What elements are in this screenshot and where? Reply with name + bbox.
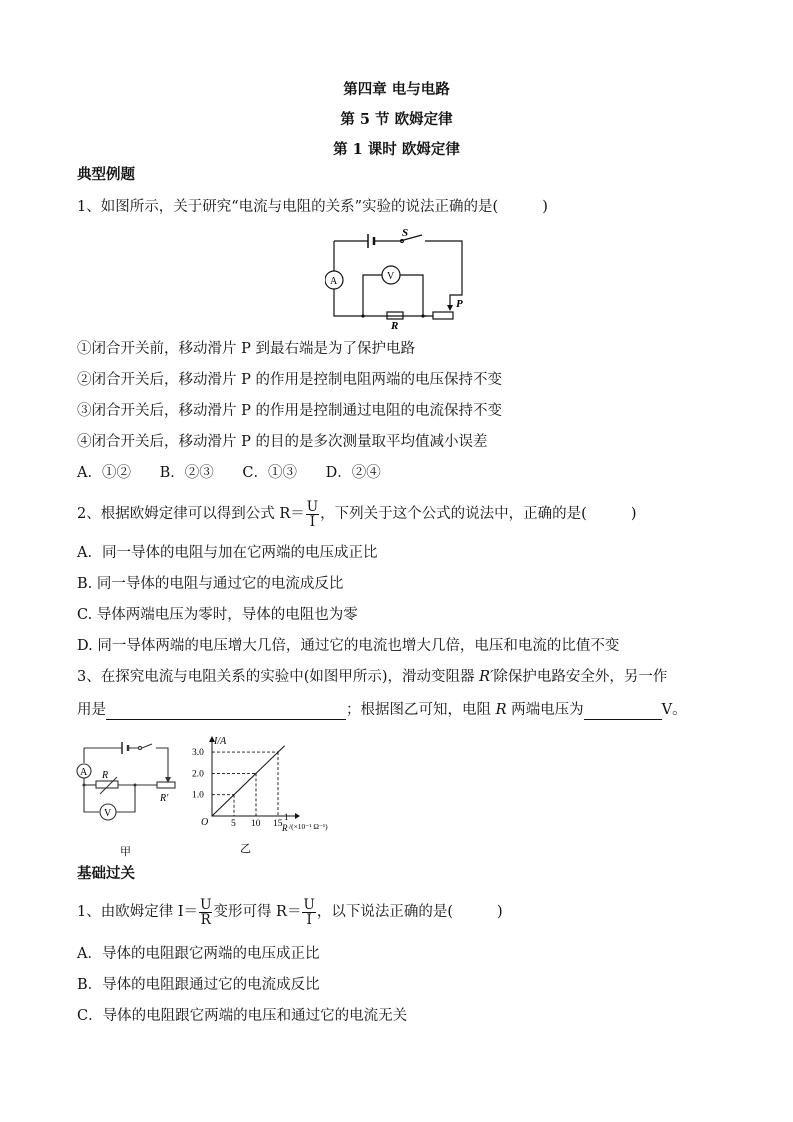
lesson-title: 第 1 课时 欧姆定律 <box>333 141 460 158</box>
x-tick-label: 5 <box>231 819 236 829</box>
data-point <box>277 752 278 753</box>
question-text: 1、由欧姆定律 I＝ <box>77 904 199 920</box>
x-axis-unit: /(×10⁻¹ Ω⁻¹) <box>289 822 328 831</box>
label-voltmeter: V <box>104 808 112 819</box>
x-axis-arrow <box>295 813 300 819</box>
option-a[interactable]: A．①② <box>77 465 131 481</box>
question-text-2: 变形可得 R＝ <box>213 904 302 920</box>
basic-question-1-stem <box>77 895 503 929</box>
fraction-u-over-r <box>199 898 212 927</box>
question-2-stem <box>77 497 636 531</box>
question-1-stem <box>77 197 548 217</box>
x-tick-label: 10 <box>251 819 261 829</box>
unit-text: V。 <box>661 702 687 718</box>
origin-label: O <box>201 817 209 828</box>
close-paren: ) <box>630 506 637 522</box>
q1-options <box>77 463 381 483</box>
answer-blank-2[interactable] <box>584 703 662 720</box>
label-switch: S <box>402 227 409 239</box>
question-text: 1、如图所示，关于研究“电流与电阻的关系”实验的说法正确的是( <box>77 199 499 215</box>
var-r-prime: R′ <box>479 669 494 685</box>
q2-option-a[interactable]: A．同一导体的电阻与加在它两端的电压成正比 <box>77 545 378 561</box>
caption-yi: 乙 <box>240 843 251 855</box>
chapter-title: 第四章 电与电路 <box>343 81 450 98</box>
y-tick-label: 3.0 <box>192 748 204 759</box>
section-heading-typical: 典型例题 <box>77 166 135 183</box>
denominator: I <box>309 513 316 530</box>
denominator: I <box>306 911 312 928</box>
section-title: 第 5 节 欧姆定律 <box>340 111 453 128</box>
label-ammeter: A <box>330 276 338 287</box>
basic-option-c[interactable]: C．导体的电阻跟它两端的电压和通过它的电流无关 <box>77 1008 408 1024</box>
option-c[interactable]: C．①③ <box>242 465 297 481</box>
chart-figure-yi <box>190 728 350 858</box>
statement-4: ④闭合开关后，移动滑片 P 的目的是多次测量取平均值减小误差 <box>77 434 488 450</box>
question-text-2: 除保护电路安全外，另一作 <box>493 669 668 685</box>
option-b[interactable]: B．②③ <box>159 465 214 481</box>
question-text-3: 两端电压为 <box>506 702 584 718</box>
answer-blank-1[interactable] <box>106 703 346 720</box>
var-r: R <box>495 702 507 718</box>
basic-option-b[interactable]: B．导体的电阻跟通过它的电流成反比 <box>77 977 320 993</box>
question-text-3: ，以下说法正确的是( <box>316 904 454 920</box>
section-heading-basic: 基础过关 <box>77 865 135 882</box>
denominator: R <box>200 911 211 928</box>
question-text-2: ，下列关于这个公式的说法中，正确的是( <box>320 506 587 522</box>
question-text: 3、在探究电流与电阻关系的实验中(如图甲所示)，滑动变阻器 <box>77 669 480 685</box>
label-rheostat: R′ <box>160 793 169 804</box>
label-resistor: R <box>102 770 109 781</box>
x-label-numerator: 1 <box>284 812 289 822</box>
question-text-2: ；根据图乙可知，电阻 <box>346 702 496 718</box>
y-axis-label: I/A <box>214 736 227 747</box>
y-tick-label: 2.0 <box>192 769 204 780</box>
question-3-line-1 <box>77 667 667 687</box>
x-tick-label: 15 <box>273 819 283 829</box>
data-point <box>211 815 212 816</box>
statement-2: ②闭合开关后，移动滑片 P 的作用是控制电阻两端的电压保持不变 <box>77 372 502 388</box>
question-text: 2、根据欧姆定律可以得到公式 R＝ <box>77 506 305 522</box>
close-paren: ) <box>542 199 548 215</box>
question-3-line-2 <box>77 700 687 720</box>
label-slider: P <box>456 298 463 310</box>
x-label-denominator: R <box>282 823 288 833</box>
fraction-u-over-i <box>302 898 315 927</box>
numerator: U <box>200 896 212 913</box>
basic-option-a[interactable]: A．导体的电阻跟它两端的电压成正比 <box>77 946 320 962</box>
q2-option-c[interactable]: C. 导体两端电压为零时，导体的电阻也为零 <box>77 607 358 623</box>
label-resistor: R <box>391 320 399 332</box>
caption-jia: 甲 <box>120 846 131 858</box>
q2-option-b[interactable]: B. 同一导体的电阻与通过它的电流成反比 <box>77 576 344 592</box>
series-line <box>212 746 285 816</box>
option-d[interactable]: D．②④ <box>325 465 381 481</box>
data-point <box>255 773 256 774</box>
question-text: 用是 <box>77 702 106 718</box>
statement-3: ③闭合开关后，移动滑片 P 的作用是控制通过电阻的电流保持不变 <box>77 403 502 419</box>
numerator: U <box>306 498 319 515</box>
fraction-u-over-i <box>306 500 319 529</box>
circuit-figure-1 <box>325 225 470 333</box>
label-voltmeter: V <box>387 271 395 282</box>
q2-option-d[interactable]: D. 同一导体两端的电压增大几倍，通过它的电流也增大几倍，电压和电流的比值不变 <box>77 638 620 654</box>
label-ammeter: A <box>80 767 88 778</box>
circuit-figure-jia <box>72 735 182 860</box>
y-tick-label: 1.0 <box>192 790 204 801</box>
statement-1: ①闭合开关前，移动滑片 P 到最右端是为了保护电路 <box>77 341 415 357</box>
close-paren: ) <box>497 904 503 920</box>
data-point <box>233 794 234 795</box>
numerator: U <box>303 896 315 913</box>
